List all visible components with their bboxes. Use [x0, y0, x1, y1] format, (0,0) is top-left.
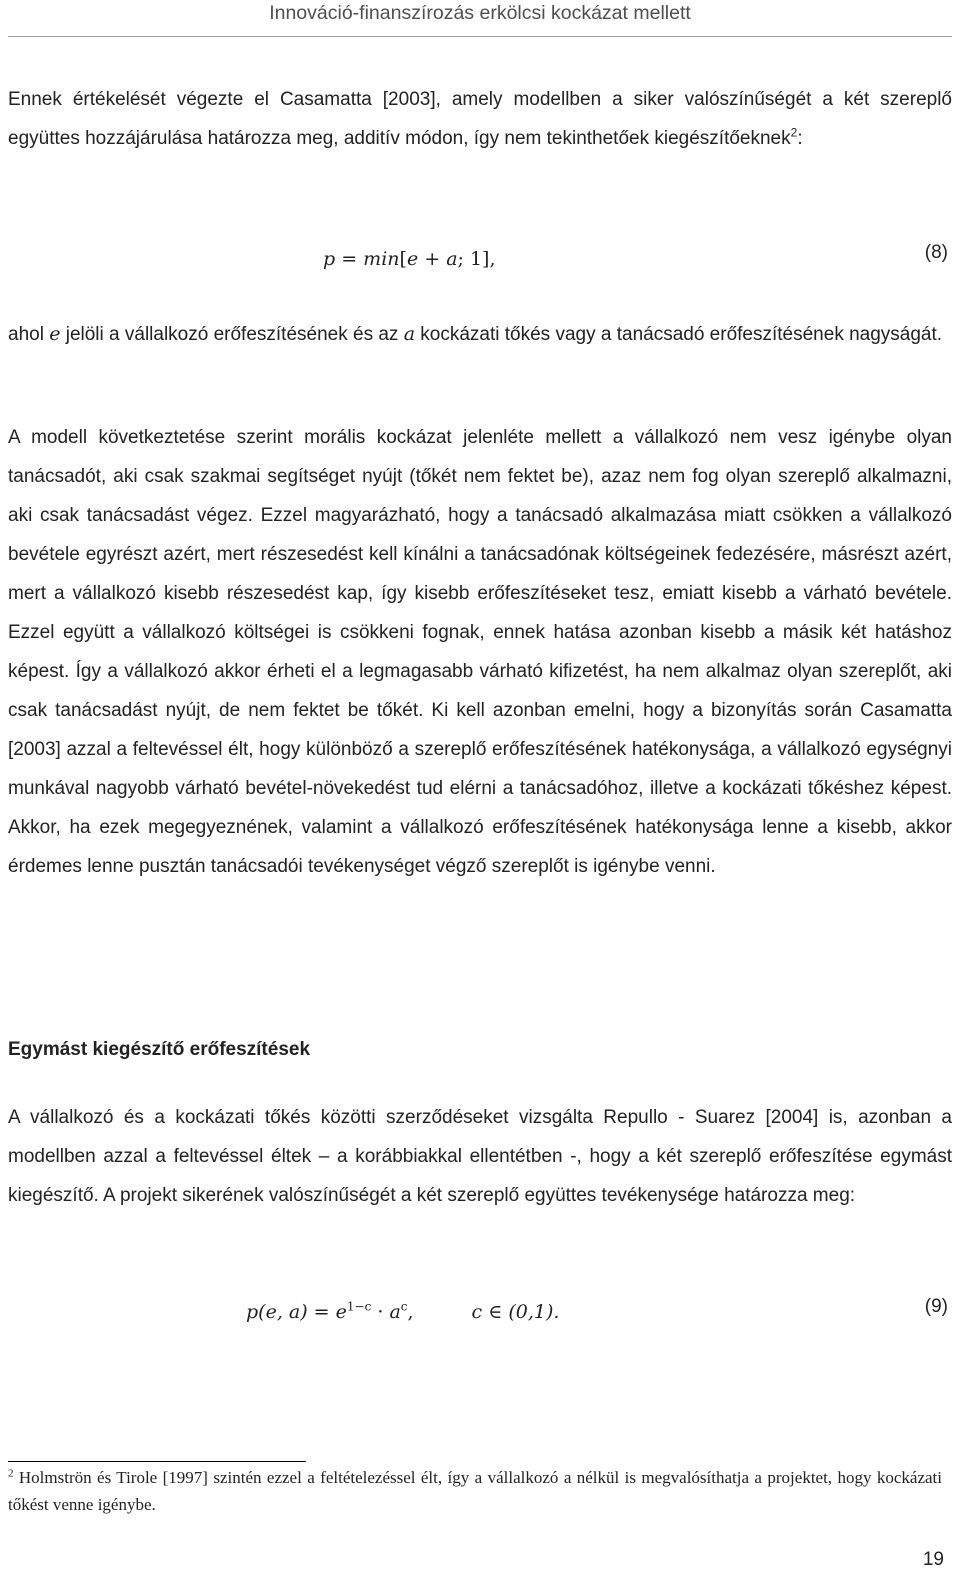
paragraph-casamatta	[8, 80, 952, 158]
equals-sign: =	[307, 1301, 336, 1323]
header-rule	[8, 36, 952, 37]
footnote-separator	[8, 1461, 306, 1462]
equation-rest: ; 1],	[457, 248, 496, 270]
variable-a: a	[403, 323, 416, 345]
comma: ,	[407, 1301, 414, 1323]
equation-number-9: (9)	[924, 1296, 948, 1317]
base-a: a	[389, 1301, 401, 1323]
function-min: min	[363, 248, 400, 270]
paragraph-model-conclusion: A modell következtetése szerint morális kockázat jelenléte mellett a vállalkozó nem vesz igénybe olyan tanácsadót, aki csak szakmai segítséget nyújt (tőkét nem fektet be), azaz nem fog olyan szereplő alkalmazni, aki csak tanácsadást végez. Ezzel magyarázható, hogy a tanácsadó alkalmazása miatt csökken a vállalkozó bevétele egyrészt azért, mert részesedést kell kínálni a tanácsadónak költségeinek fedezésére, másrészt azért, mert a vállalkozó kisebb részesedést kap, így kisebb erőfeszítéseket tesz, emiatt kisebb a várható bevétele. Ezzel együtt a vállalkozó költségei is csökkeni fognak, ennek hatása azonban kisebb a másik két hatáshoz képest. Így a vállalkozó akkor érheti el a legmagasabb várható kifizetést, ha nem alkalmaz olyan szereplőt, aki csak tanácsadást nyújt, de nem fektet be tőkét. Ki kell azonban emelni, hogy a bizonyítás során Casamatta [2003] azzal a feltevéssel élt, hogy különböző a szereplő erőfeszítésének hatékonysága, a vállalkozó egységnyi munkával nagyobb várható bevétel-növekedést tud elérni a tanácsadóhoz, illetve a kockázati tőkéshez képest. Akkor, ha ezek megegyeznének, valamint a vállalkozó erőfeszítésének hatékonysága lenne a kisebb, akkor érdemes lenne pusztán tanácsadói tevékenységet végző szereplőt is igénybe venni.	[8, 427, 952, 877]
variable-e: e	[49, 323, 61, 345]
paragraph-text: Ennek értékelését végezte el Casamatta [2003], amely modellben a siker valószínűségét a két szereplő együttes hozzájárulása határozza meg, additív módon, így nem tekinthetőek kiegészítőeknek	[8, 89, 952, 149]
paragraph-repullo-suarez: A vállalkozó és a kockázati tőkés közötti szerződéseket vizsgálta Repullo - Suarez [2004] is, azonban a modellben azzal a feltevéssel éltek – a korábbiakkal ellentétben -, hogy a két szereplő erőfeszítése egymást kiegészítő. A projekt sikerének valószínűségét a két szereplő együttes tevékenysége határozza meg:	[8, 1107, 952, 1206]
equation-8	[323, 244, 496, 274]
variable-e: e	[406, 248, 419, 270]
multiplication-dot: ·	[371, 1301, 390, 1323]
base-e: e	[335, 1301, 347, 1323]
definition-text: ahol	[8, 324, 50, 345]
definition-text: jelöli a vállalkozó erőfeszítésének és az	[60, 324, 404, 345]
footnote-text: Holmströn és Tirole [1997] szintén ezzel a feltételezéssel élt, így a vállalkozó a nélkül is megvalósíthatja a projektet, hogy kockázati tőkést venne igénybe.	[8, 1468, 942, 1514]
equals-sign: =	[335, 248, 364, 270]
equation-lhs: p(e, a)	[246, 1301, 308, 1323]
paragraph-definitions	[8, 315, 952, 354]
parameter-condition: c ∈ (0,1).	[471, 1301, 560, 1323]
equation-9	[246, 1297, 559, 1327]
page-number: 19	[922, 1549, 944, 1570]
paragraph-tail: :	[797, 128, 803, 149]
variable-p: p	[323, 248, 336, 270]
section-heading: Egymást kiegészítő erőfeszítések	[8, 1039, 311, 1060]
footnote-2	[8, 1464, 942, 1518]
footnote-reference[interactable]: 2	[790, 125, 798, 140]
exponent-one-minus-c: 1−c	[346, 1299, 372, 1314]
variable-a: a	[446, 248, 458, 270]
footnote-mark: 2	[8, 1467, 14, 1480]
running-title: Innováció-finanszírozás erkölcsi kockázat mellett	[269, 2, 691, 24]
definition-text: kockázati tőkés vagy a tanácsadó erőfeszítésének nagyságát.	[415, 324, 943, 345]
exponent-c: c	[400, 1299, 408, 1314]
bracket-open: [	[399, 248, 407, 270]
equation-number-8: (8)	[924, 242, 948, 263]
plus-sign: +	[418, 248, 447, 270]
